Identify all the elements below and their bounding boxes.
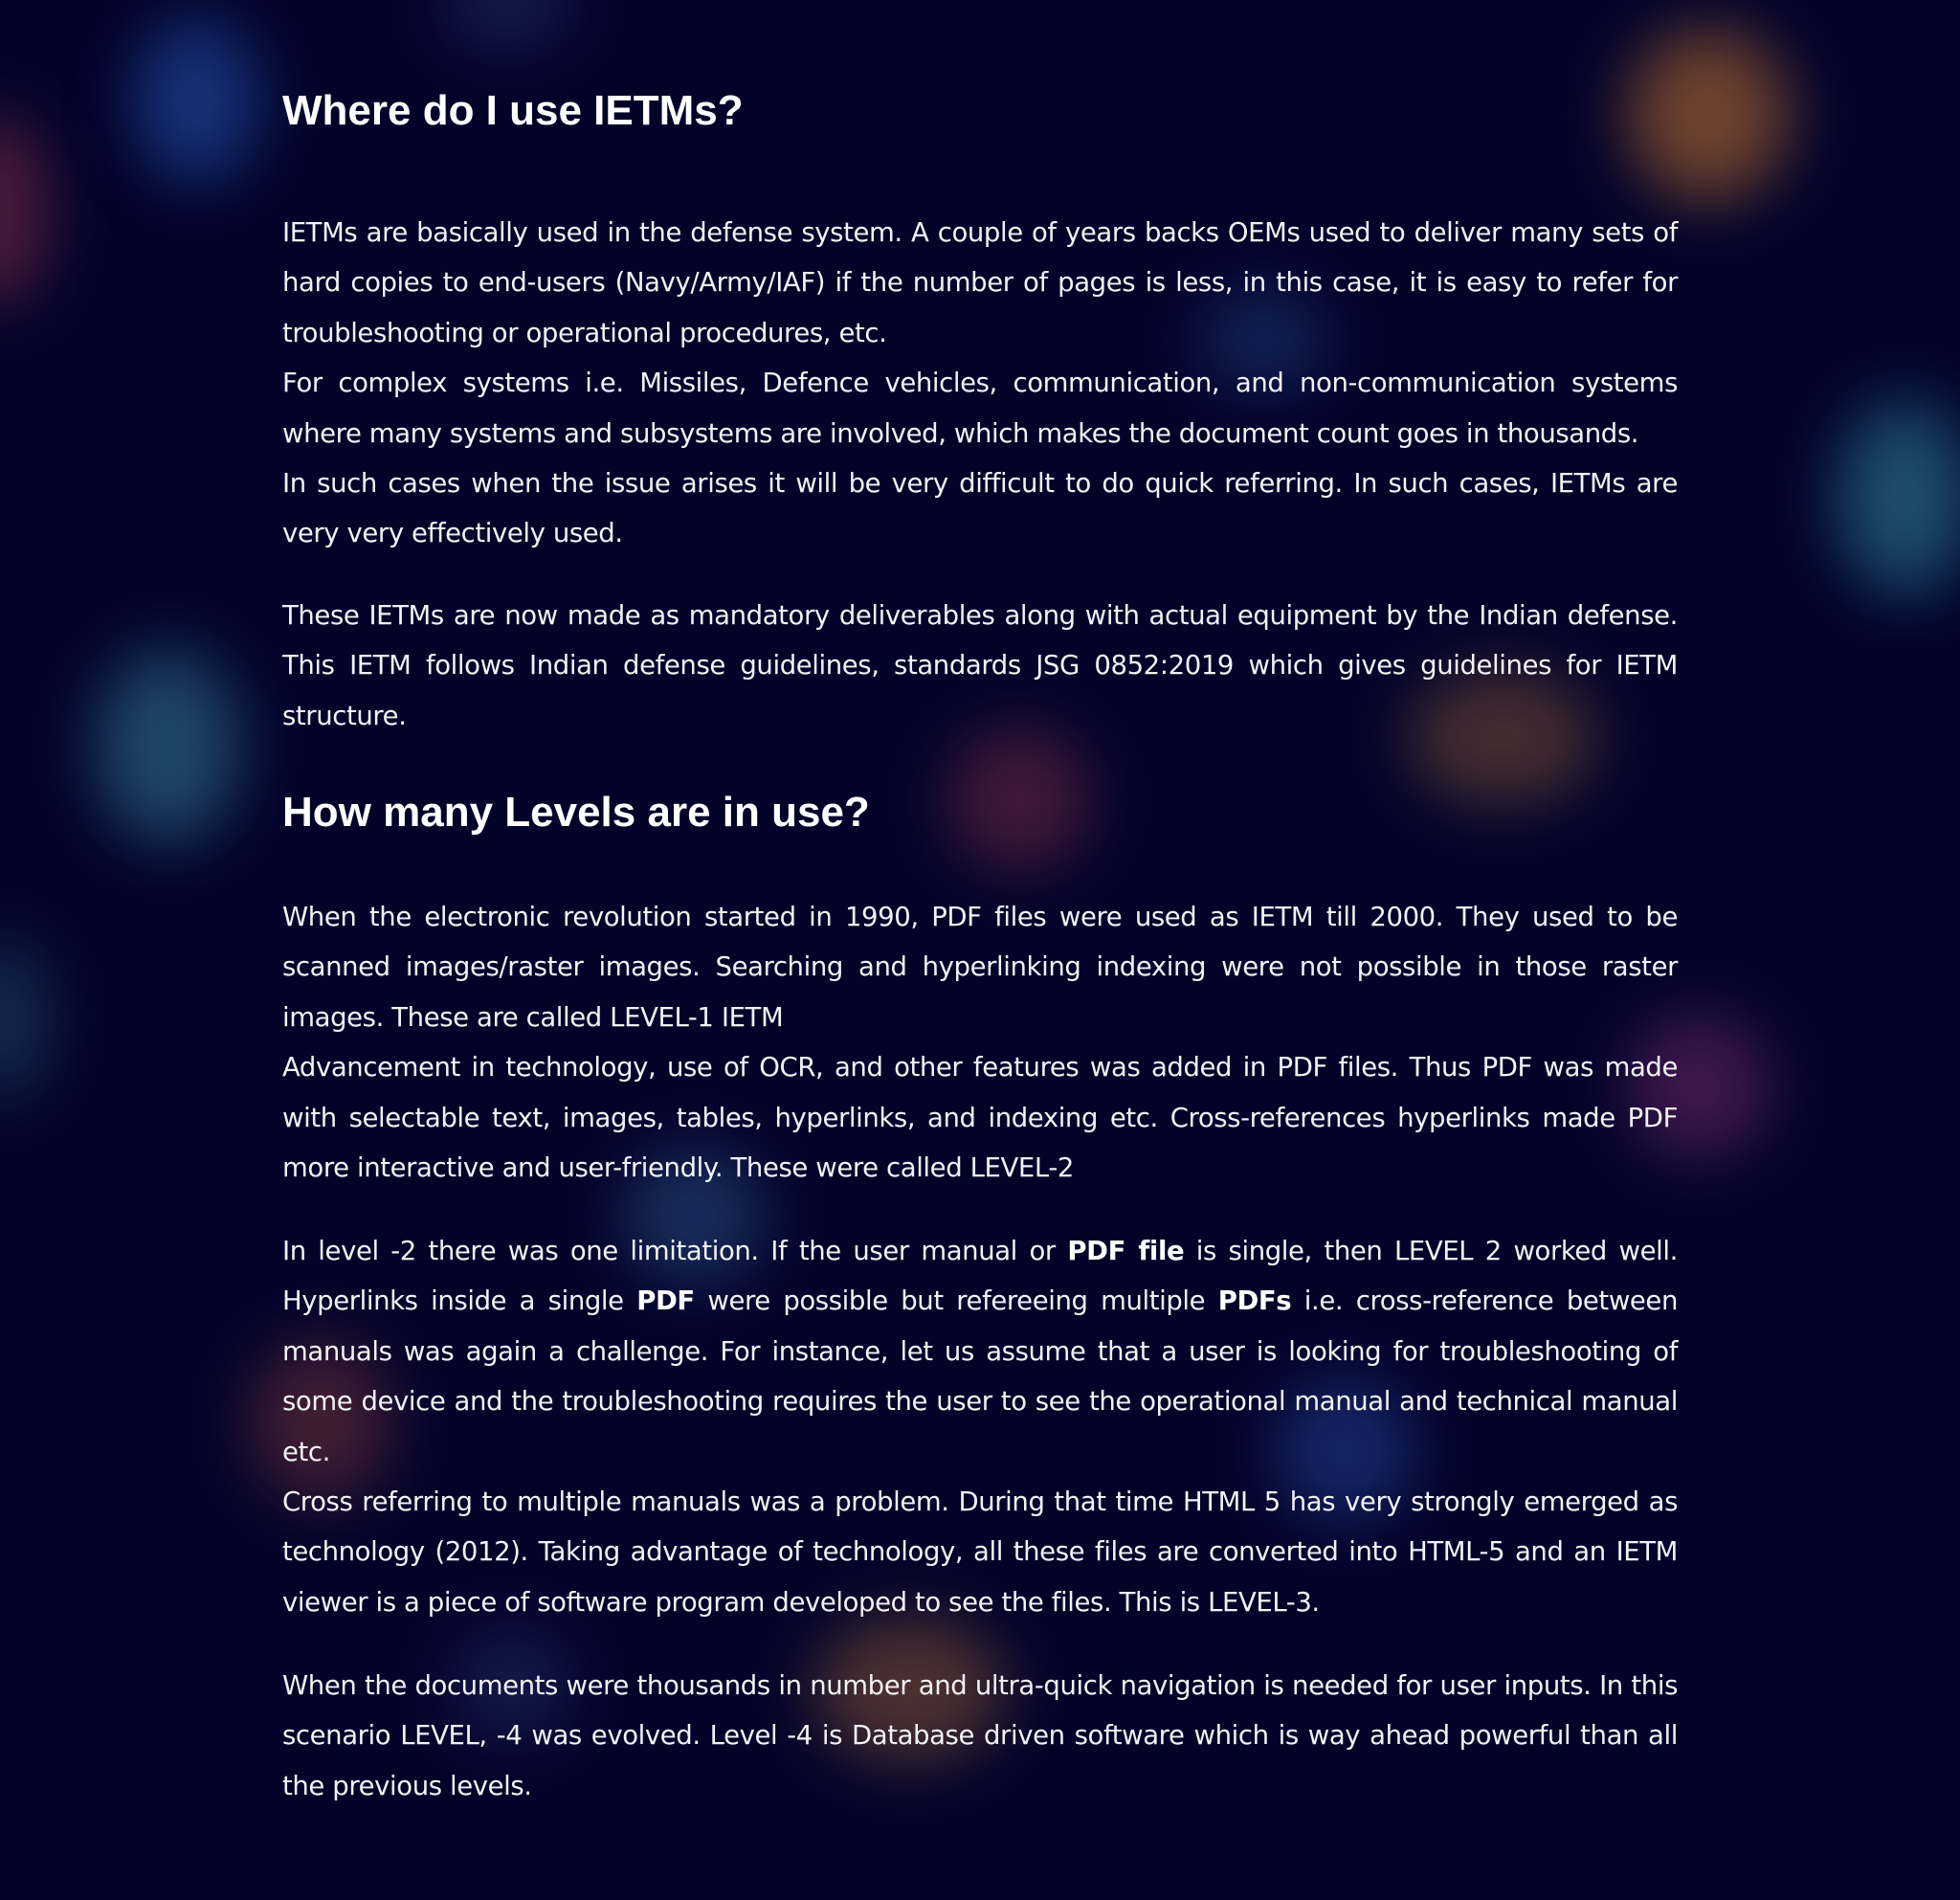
bokeh-light <box>96 651 239 842</box>
paragraph-text <box>282 1226 1678 1477</box>
bold-text: PDF <box>636 1285 695 1317</box>
paragraph-defense-usage <box>282 208 1678 559</box>
paragraph-levels-1-2 <box>282 892 1678 1193</box>
text-run: were possible but refereeing multiple <box>694 1285 1218 1317</box>
bokeh-light <box>0 115 48 306</box>
paragraph-text: For complex systems i.e. Missiles, Defence vehicles, communication, and non-communication systems where many systems and subsystems are involved, which makes the document count goes in thousands. <box>282 368 1678 449</box>
bokeh-light <box>134 19 258 182</box>
paragraph-text: In such cases when the issue arises it will be very difficult to do quick referring. In such cases, IETMs are very very effectively used. <box>282 468 1678 549</box>
section-heading-levels: How many Levels are in use? <box>282 789 870 836</box>
bokeh-light <box>947 727 1091 871</box>
paragraph-text: Advancement in technology, use of OCR, and other features was added in PDF files. Thus PDF was made with selectable text, images, tables, hyperlinks, and indexing etc. Cross-references hyperlinks made PDF more interactive and user-friendly. These were called LEVEL-2 <box>282 1052 1678 1184</box>
bokeh-light <box>1838 402 1960 593</box>
text-run: is single, then LEVEL 2 worked well. Hyperlinks inside a single <box>282 1236 1678 1317</box>
bokeh-light <box>1627 29 1790 201</box>
bold-text: PDF file <box>1067 1236 1185 1266</box>
paragraph-level-3 <box>282 1226 1678 1627</box>
bold-text: PDFs <box>1217 1285 1292 1317</box>
paragraph-text: IETMs are basically used in the defense system. A couple of years backs OEMs used to deliver many sets of hard copies to end-users (Navy/Army/IAF) if the number of pages is less, in this case, it is easy to refer for troubleshooting or operational procedures, etc. <box>282 217 1678 348</box>
paragraph-level-4: When the documents were thousands in number and ultra-quick navigation is needed for user inputs. In this scenario LEVEL, -4 was evolved. Level -4 is Database driven software which is way ahead powerful than all the previous levels. <box>282 1670 1678 1801</box>
paragraph-mandatory-deliverables: These IETMs are now made as mandatory deliverables along with actual equipment by the Indian defense. This IETM follows Indian defense guidelines, standards JSG 0852:2019 which gives guidelines for IETM structure. <box>282 600 1678 731</box>
section-heading-where: Where do I use IETMs? <box>282 87 744 134</box>
bokeh-light <box>440 0 574 48</box>
text-run: In level -2 there was one limitation. If the user manual or <box>282 1236 1068 1266</box>
paragraph-text: When the electronic revolution started in 1990, PDF files were used as IETM till 2000. They used to be scanned images/raster images. Searching and hyperlinking indexing were not possible in those raster images. These are called LEVEL-1 IETM <box>282 902 1678 1033</box>
bokeh-light <box>0 938 48 1101</box>
text-run: i.e. cross-reference between manuals was again a challenge. For instance, let us assume that a user is looking for troubleshooting of some device and the troubleshooting requires the user to see the operational manual and technical manual etc. <box>282 1285 1678 1467</box>
paragraph-text: Cross referring to multiple manuals was a problem. During that time HTML 5 has very strongly emerged as technology (2012). Taking advantage of technology, all these files are converted into HTML-5 and an IETM viewer is a piece of software program developed to see the files. This is LEVEL-3. <box>282 1486 1678 1618</box>
